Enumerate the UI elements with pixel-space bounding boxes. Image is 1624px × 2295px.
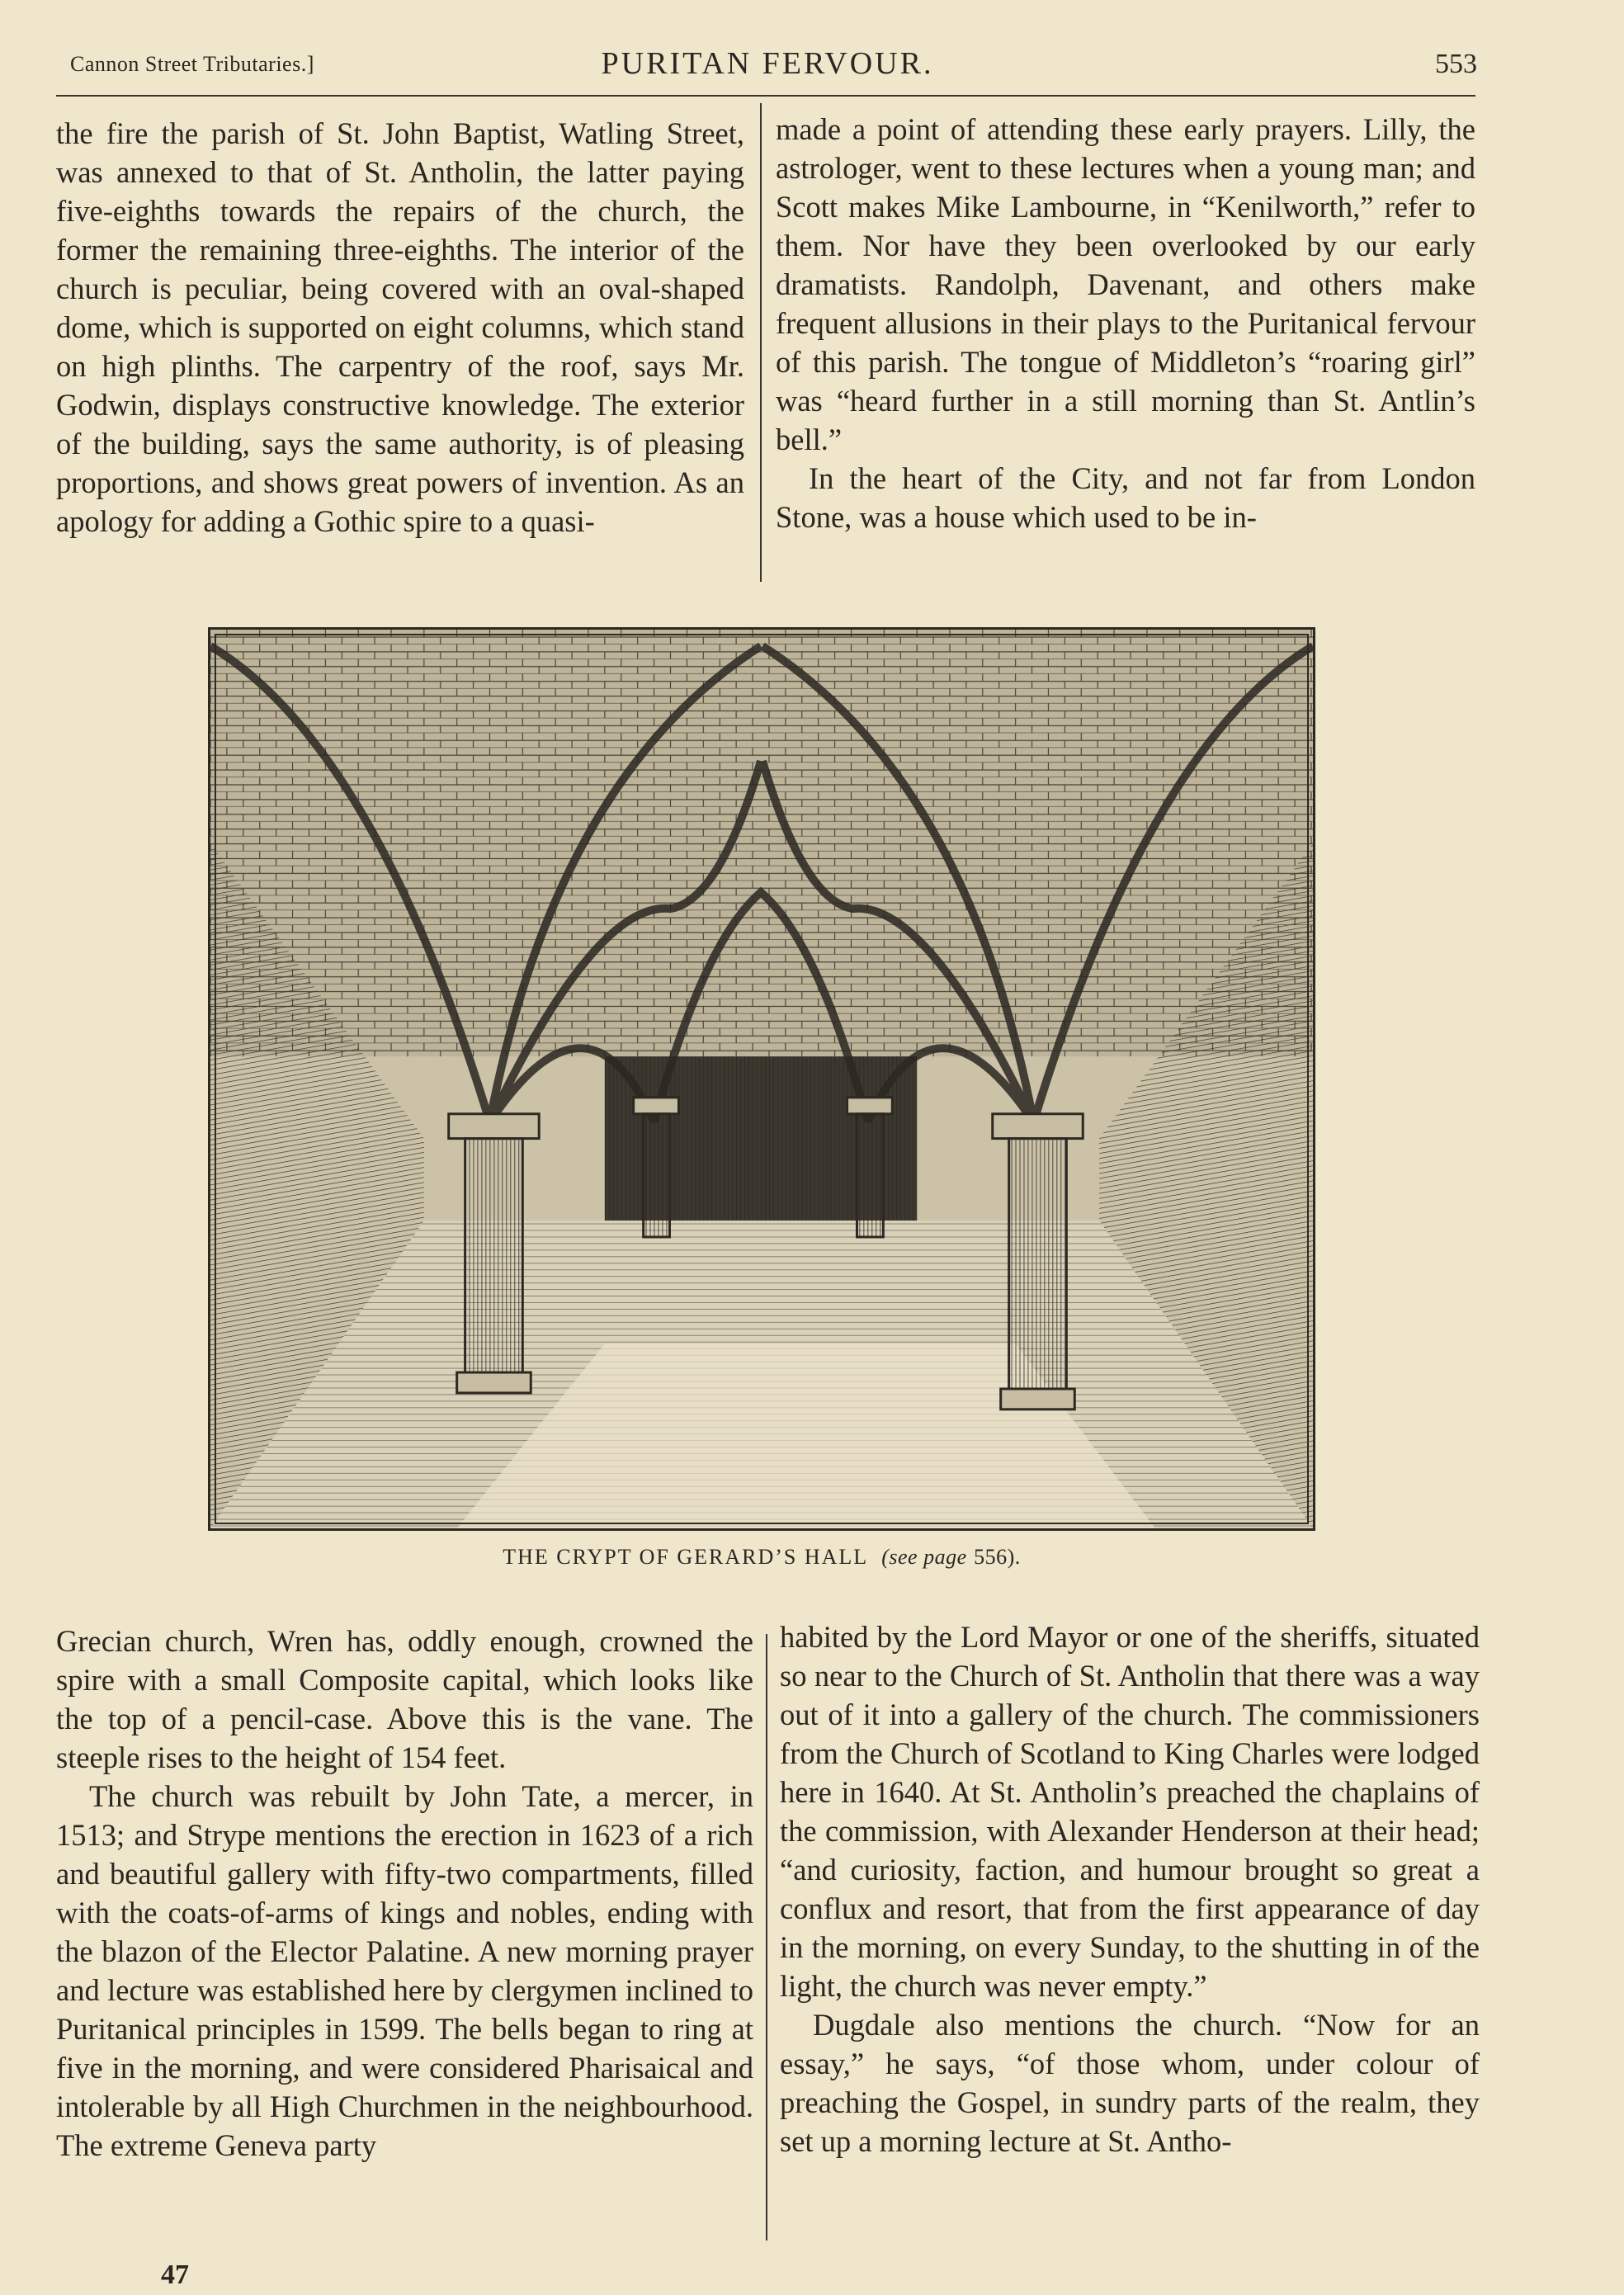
running-head-title: PURITAN FERVOUR. [601,46,934,81]
paragraph: The church was rebuilt by John Tate, a mercer, in 1513; and Strype mentions the erection in 1623 of a rich and beautiful gallery with fifty-two compartments, filled with the coats-of-arms of kings and nobles, ending with the blazon of the Elector Palatine. A new morning prayer and lecture was established here by clergymen inclined to Puritanical principles in 1599. The bells began to ring at five in the morning, and were considered Pharisaical and intolerable by all High Churchmen in the neighbourhood. The extreme Geneva party [56,1779,753,2162]
column-top-right [776,110,1475,536]
caption-title: THE CRYPT OF GERARD’S HALL [503,1545,868,1569]
caption-see-page: (see page [881,1545,967,1569]
header-rule [56,95,1475,97]
column-bottom-left [56,1622,753,2165]
caption-page-ref: 556). [974,1545,1021,1569]
paragraph: made a point of attending these early prayers. Lilly, the astrologer, went to these lectures when a young man; and Scott makes Mike Lambourne, in “Kenilworth,” refer to them. Nor have they been overlooked by our early dramatists. Randolph, Davenant, and others make frequent allusions in their plays to the Puritanical fervour of this parish. The tongue of Middleton’s “roaring girl” was “heard further in a still morning than St. Antlin’s bell.” [776,112,1475,456]
column-top-left [56,114,744,541]
column-divider-top [760,103,762,582]
paragraph: Grecian church, Wren has, oddly enough, crowned the spire with a small Composite capital, which looks like the top of a pencil-case. Above this is the vane. The steeple rises to the height of 154 feet. [56,1624,753,1774]
signature-mark: 47 [161,2260,189,2290]
running-head [58,45,1477,87]
figure-caption [208,1545,1315,1570]
paragraph: Dugdale also mentions the church. “Now for an essay,” he says, “of those whom, under colour of preaching the Gospel, in sundry parts of the realm, they set up a morning lecture at St. Antho- [780,2008,1480,2158]
running-head-section: Cannon Street Tributaries.] [70,52,314,76]
column-divider-bottom [766,1634,767,2241]
crypt-illustration [208,627,1315,1531]
paragraph: habited by the Lord Mayor or one of the sheriffs, situated so near to the Church of St. Antholin that there was a way out of it into a gallery of the church. The commissioners from the Church of Scotland to King Charles were lodged here in 1640. At St. Antholin’s preached the chaplains of the commission, with Alexander Henderson at their head; “and curiosity, faction, and humour brought so great a conflux and resort, that from the first appearance of day in the morning, on every Sunday, to the shutting in of the light, the church was never empty.” [780,1620,1480,2003]
page-number: 553 [1435,49,1477,79]
paragraph: the fire the parish of St. John Baptist, Watling Street, was annexed to that of St. Antholin, the latter paying five-eighths towards the repairs of the church, the former the remaining three-eighths. The interior of the church is peculiar, being covered with an oval-shaped dome, which is supported on eight columns, which stand on high plinths. The carpentry of the roof, says Mr. Godwin, displays constructive knowledge. The exterior of the building, says the same authority, is of pleasing proportions, and shows great powers of invention. As an apology for adding a Gothic spire to a quasi- [56,116,744,538]
paragraph: In the heart of the City, and not far from London Stone, was a house which used to be in- [776,461,1475,534]
column-bottom-right [780,1617,1480,2160]
